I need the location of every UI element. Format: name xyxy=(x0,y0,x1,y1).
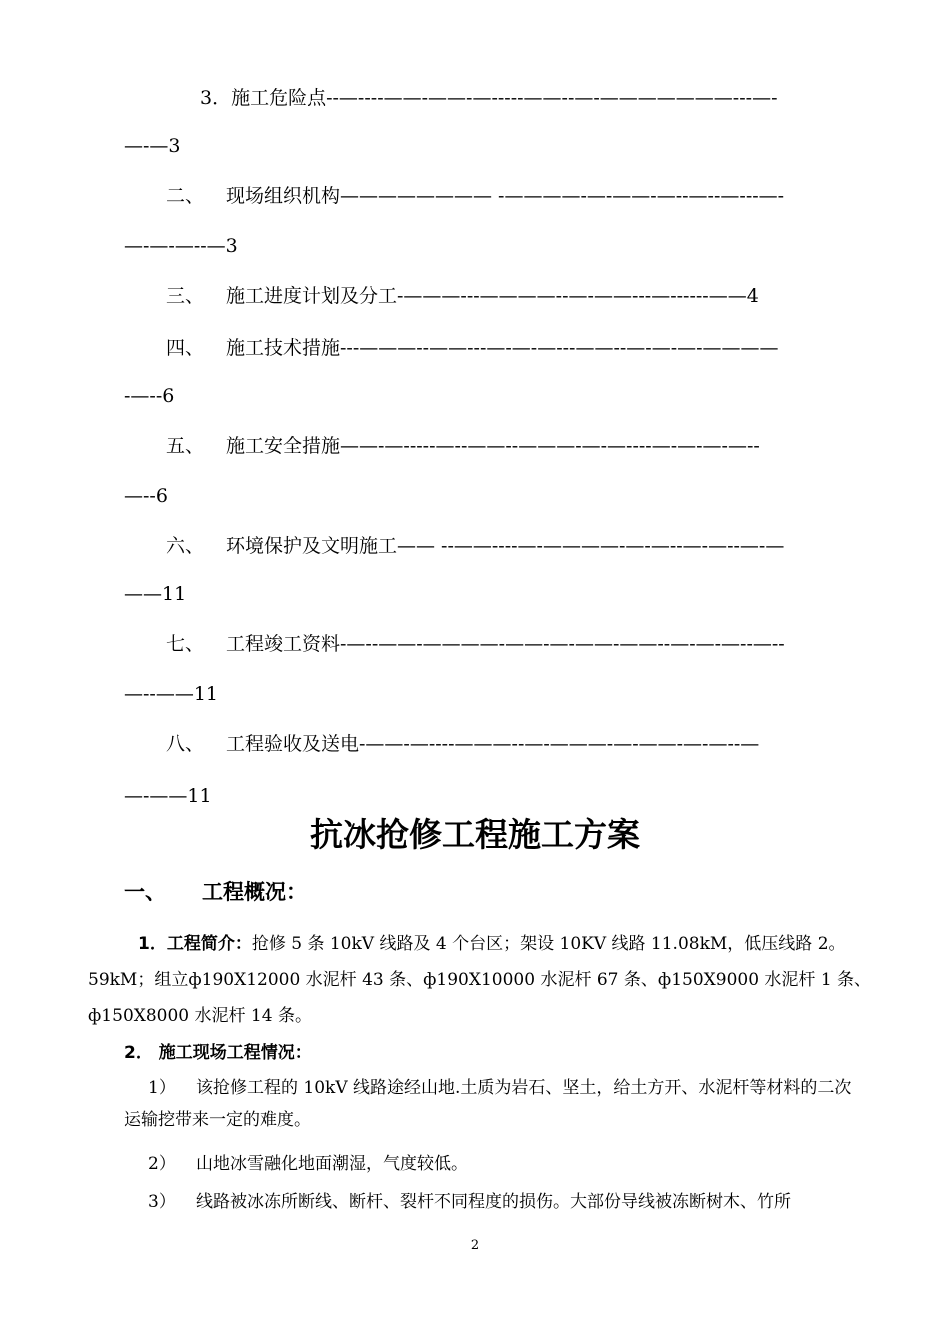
toc-entry-5-cont: —--6 xyxy=(124,485,168,507)
page-number: 2 xyxy=(470,1238,480,1253)
toc-entry-6-cont: ——11 xyxy=(124,583,187,605)
toc-entry-7: 七、 工程竣工资料-—--——-————-——-—-——-——--—-—-—--—-- xyxy=(166,633,785,655)
toc-entry-7-cont: —--——11 xyxy=(124,683,219,705)
list-item: 1） 该抢修工程的 10kV 线路途经山地.土质为岩石、坚土，给土方开、水泥杆等材料的二次运输挖带来一定的难度。 xyxy=(124,1078,852,1130)
toc-entry-2-cont: —-—-—--—3 xyxy=(124,235,238,257)
intro-label: 1．工程简介： xyxy=(138,934,252,954)
toc-entry-5: 五、 施工安全措施——-—-----—--——--———-—-—----—-—-—-—-- xyxy=(166,435,760,457)
subheading-site-conditions: 2． 施工现场工程情况： xyxy=(124,1043,312,1063)
toc-entry-3-schedule: 三、 施工进度计划及分工-———---————--—-——---—------——4 xyxy=(166,285,759,307)
toc-entry-3: 3．施工危险点--—----——-——-—-----——--—-———————---—- xyxy=(200,87,778,109)
intro-line-1: 抢修 5 条 10kV 线路及 4 个台区；架设 10KV 线路 11.08kM，低压线路 2。 xyxy=(251,934,846,954)
toc-entry-8-cont: —-——11 xyxy=(124,785,212,807)
toc-entry-2: 二、 现场组织机构———————— -————-—-——-—--—--—---—- xyxy=(166,185,785,207)
project-intro-paragraph xyxy=(88,926,872,1034)
intro-line-3: ф150X8000 水泥杆 14 条。 xyxy=(88,1006,312,1026)
toc-entry-6: 六、 环境保护及文明施工—— --——----—-————-—-—--—-—--—-— xyxy=(166,535,785,557)
section-heading-overview: 一、 工程概况： xyxy=(124,880,307,904)
list-item: 3） 线路被冰冻所断线、断杆、裂杆不同程度的损伤。大部份导线被冻断树木、竹所 xyxy=(148,1192,791,1212)
toc-entry-4-cont: -—--6 xyxy=(124,385,175,407)
toc-entry-3-cont: —-—3 xyxy=(124,135,181,157)
document-title: 抗冰抢修工程施工方案 xyxy=(310,815,640,854)
toc-entry-4: 四、 施工技术措施---———--——---—-—-—---——--—-—-—-———— xyxy=(166,337,779,359)
toc-entry-8: 八、 工程验收及送电-——-—----———--—-———-—-——-—-—--— xyxy=(166,733,760,755)
list-item: 2） 山地冰雪融化地面潮湿，气度较低。 xyxy=(148,1154,468,1174)
intro-line-2: 59kM；组立ф190X12000 水泥杆 43 条、ф190X10000 水泥杆 67 条、ф150X9000 水泥杆 1 条、 xyxy=(88,970,872,990)
